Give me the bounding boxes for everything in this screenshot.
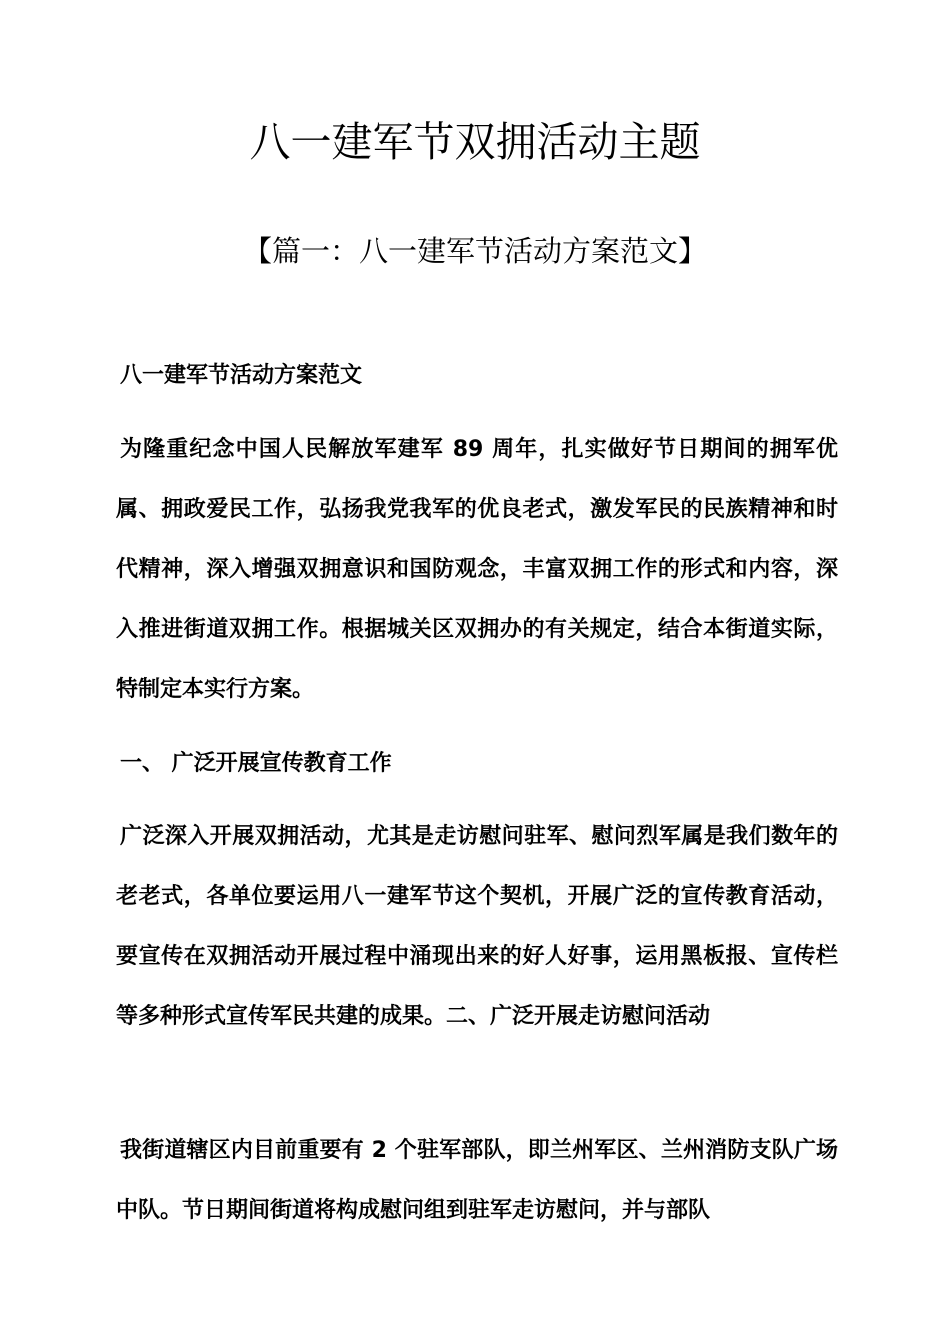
body-paragraph: 为隆重纪念中国人民解放军建军 89 周年，扎实做好节日期间的拥军优属、拥政爱民工作，弘扬我党我军的优良老式，激发军民的民族精神和时代精神，深入增强双拥意识和国防观念，丰富双拥工作的形式和内容，深入推进街道双拥工作。根据城关区双拥办的有关规定，结合本街道实际，特制定本实行方案。: [116, 437, 838, 702]
body-paragraph: 我街道辖区内目前重要有 2 个驻军部队，即兰州军区、兰州消防支队广场中队。节日期间街道将构成慰问组到驻军走访慰问，并与部队: [116, 1138, 838, 1223]
section-heading: 一、 广泛开展宣传教育工作: [120, 751, 392, 776]
body-paragraph: 广泛深入开展双拥活动，尤其是走访慰问驻军、慰问烈军属是我们数年的老老式，各单位要运用八一建军节这个契机，开展广泛的宣传教育活动，要宣传在双拥活动开展过程中涌现出来的好人好事，运用黑板报、宣传栏等多种形式宣传军民共建的成果。二、广泛开展走访慰问活动: [116, 824, 838, 1029]
document-title: 八一建军节双拥活动主题: [249, 118, 701, 166]
document-subtitle: 【篇一：八一建军节活动方案范文】: [242, 234, 707, 268]
section-heading: 八一建军节活动方案范文: [120, 363, 363, 388]
